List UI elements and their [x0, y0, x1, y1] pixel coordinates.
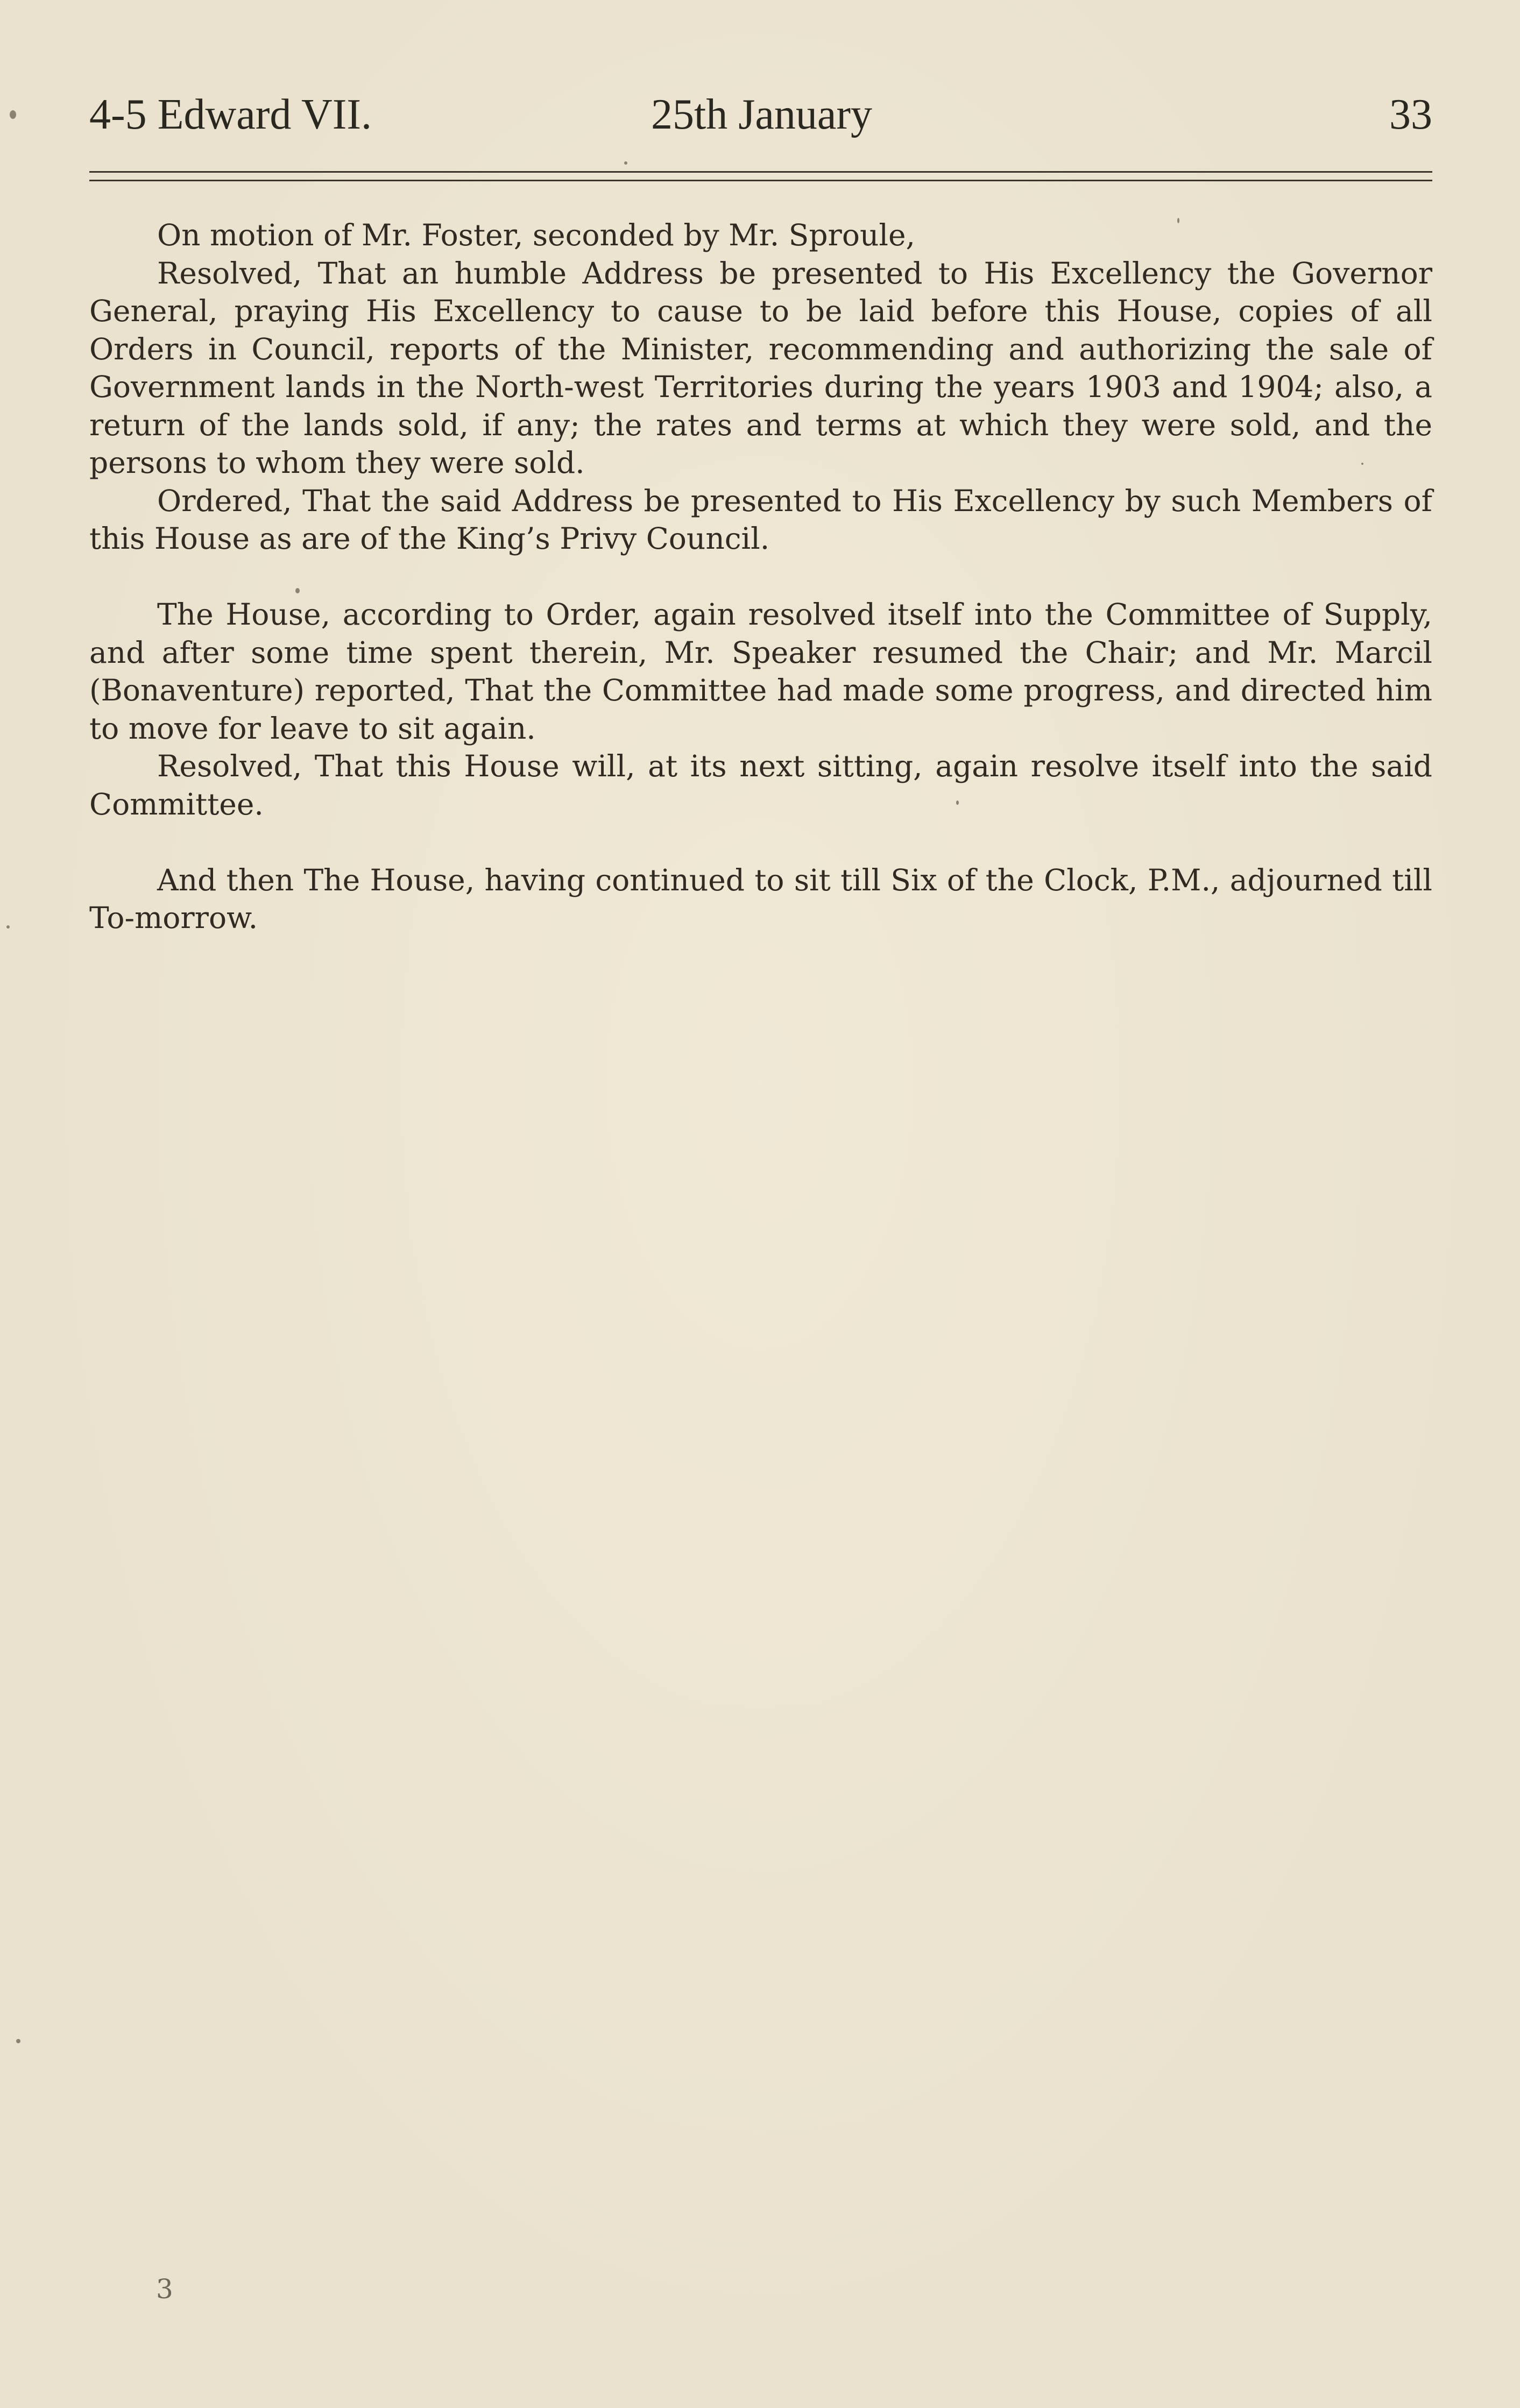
date-label: 25th January — [651, 91, 873, 138]
motion-paragraph: On motion of Mr. Foster, seconded by Mr. Sproule, — [157, 218, 915, 252]
paper-speck — [16, 2039, 20, 2043]
committee-resolution-paragraph: Resolved, That this House will, at its next sitting, again resolve itself into the said Committee. — [89, 749, 1432, 821]
paper-speck — [624, 161, 627, 165]
header-rule-top — [89, 171, 1432, 173]
paper-speck — [1361, 463, 1363, 465]
paper-speck — [1177, 218, 1179, 223]
order-paragraph: Ordered, That the said Address be presented to His Excellency by such Members of this House as are of the King’s Privy Council. — [89, 483, 1432, 556]
session-label: 4-5 Edward VII. — [89, 91, 372, 138]
journal-entry — [89, 216, 1432, 937]
paper-speck — [10, 110, 16, 119]
resolution-paragraph: Resolved, That an humble Address be presented to His Excellency the Governor General, praying His Excellency to cause to be laid before this House, copies of all Orders in Council, reports of the Minister, recommending and authorizing the sale of Government lands in the North-west Territories during the years 1903 and 1904; also, a return of the lands sold, if any; the rates and terms at which they were sold, and the persons to whom they were sold. — [89, 256, 1432, 480]
signature-mark: 3 — [156, 2274, 173, 2305]
paper-speck — [295, 588, 300, 593]
paper-speck — [956, 801, 959, 805]
running-header — [89, 85, 1432, 144]
committee-paragraph: The House, according to Order, again resolved itself into the Committee of Supply, and after some time spent therein, Mr. Speaker resumed the Chair; and Mr. Marcil (Bonaventure) reported, That the Committee had made some progress, and directed him to move for leave to sit again. — [89, 597, 1432, 746]
header-rule-bottom — [89, 180, 1432, 181]
adjournment-paragraph: And then The House, having continued to sit till Six of the Clock, P.M., adjourned till To-morrow. — [89, 862, 1432, 935]
page-number: 33 — [1389, 91, 1432, 138]
paper-speck — [6, 925, 10, 929]
